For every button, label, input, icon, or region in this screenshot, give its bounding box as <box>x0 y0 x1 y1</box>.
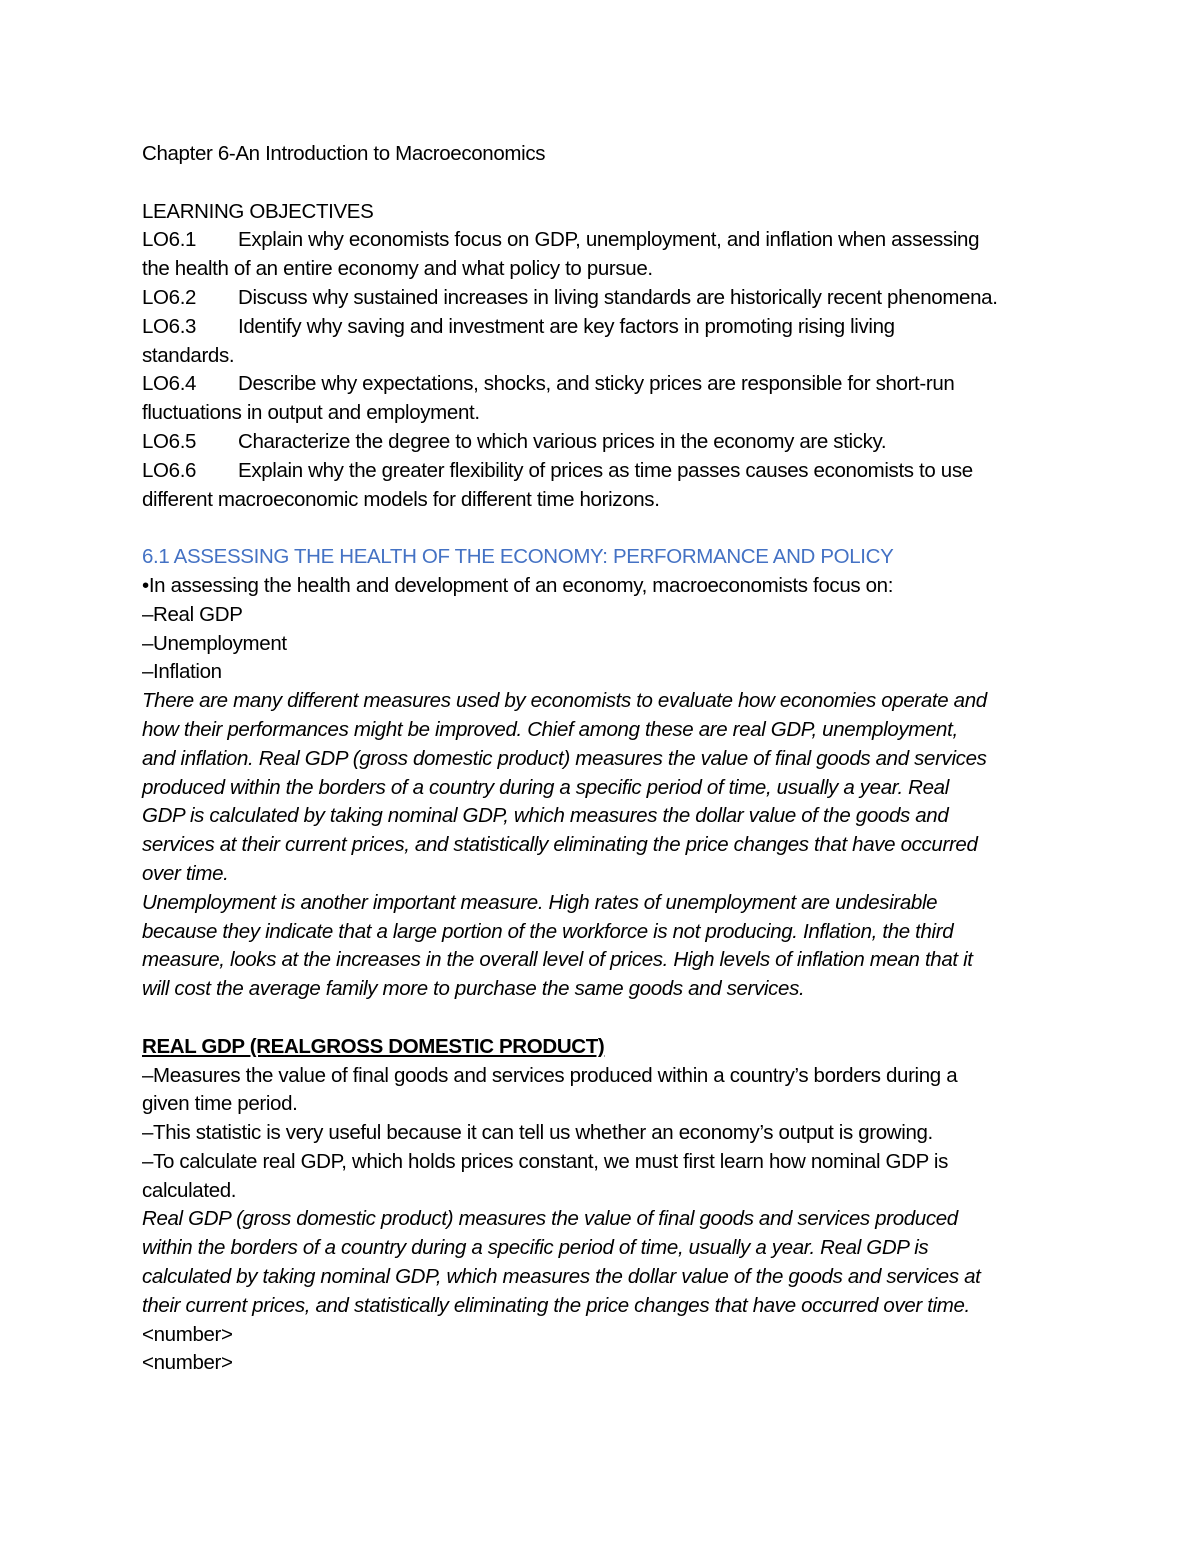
objective-code: LO6.5 <box>142 429 197 453</box>
objective-text-continued: fluctuations in output and employment. <box>142 401 480 425</box>
paragraph-line: measure, looks at the increases in the overall level of prices. High levels of inflation mean that it <box>142 948 973 972</box>
paragraph-line: will cost the average family more to purchase the same goods and services. <box>142 977 805 1001</box>
objective-code: LO6.4 <box>142 372 197 396</box>
point-line: –This statistic is very useful because it can tell us whether an economy’s output is growing. <box>142 1121 933 1145</box>
objective-code: LO6.1 <box>142 228 197 252</box>
point-line: given time period. <box>142 1092 298 1116</box>
number-placeholder: <number> <box>142 1351 233 1375</box>
paragraph-real-gdp <box>142 1205 1072 1320</box>
section-intro: •In assessing the health and development of an economy, macroeconomists focus on: <box>142 573 894 597</box>
objective-text: Describe why expectations, shocks, and sticky prices are responsible for short-run <box>238 372 955 396</box>
point-line: calculated. <box>142 1178 237 1202</box>
chapter-title: Chapter 6-An Introduction to Macroeconomics <box>142 142 546 165</box>
document-page <box>142 140 1072 1378</box>
bullet-item: –Unemployment <box>142 631 287 655</box>
point-line: –To calculate real GDP, which holds prices constant, we must first learn how nominal GDP is <box>142 1149 948 1173</box>
objective-item <box>142 370 1072 428</box>
objective-item <box>142 284 1072 313</box>
paragraph-line: over time. <box>142 861 229 885</box>
paragraph-line: their current prices, and statistically eliminating the price changes that have occurred over time. <box>142 1293 970 1317</box>
paragraph-line: services at their current prices, and statistically eliminating the price changes that have occurred <box>142 833 978 857</box>
objective-text-continued: standards. <box>142 343 235 367</box>
paragraph-line: because they indicate that a large portion of the workforce is not producing. Inflation, the third <box>142 919 954 943</box>
objective-code: LO6.2 <box>142 285 197 309</box>
objective-item <box>142 428 1072 457</box>
paragraph-line: and inflation. Real GDP (gross domestic product) measures the value of final goods and services <box>142 746 987 770</box>
real-gdp-heading: REAL GDP (REALGROSS DOMESTIC PRODUCT) <box>142 1034 605 1058</box>
paragraph-unemployment <box>142 889 1072 1004</box>
paragraph-line: There are many different measures used by economists to evaluate how economies operate and <box>142 689 987 713</box>
real-gdp-points <box>142 1062 1072 1206</box>
point-line: –Measures the value of final goods and services produced within a country’s borders during a <box>142 1063 958 1087</box>
section-heading: 6.1 ASSESSING THE HEALTH OF THE ECONOMY: PERFORMANCE AND POLICY <box>142 545 894 569</box>
objective-text: Discuss why sustained increases in living standards are historically recent phenomena. <box>238 285 998 309</box>
paragraph-line: calculated by taking nominal GDP, which measures the dollar value of the goods and services at <box>142 1265 981 1289</box>
paragraph-line: GDP is calculated by taking nominal GDP, which measures the dollar value of the goods and <box>142 804 949 828</box>
spacer <box>142 514 1072 543</box>
objective-item <box>142 313 1072 371</box>
paragraph-line: produced within the borders of a country during a specific period of time, usually a year. Real <box>142 775 949 799</box>
objective-text: Explain why economists focus on GDP, unemployment, and inflation when assessing <box>238 228 980 252</box>
bullet-item: –Inflation <box>142 660 222 684</box>
objective-text: Identify why saving and investment are key factors in promoting rising living <box>238 314 895 338</box>
objective-item <box>142 457 1072 515</box>
objective-text-continued: different macroeconomic models for different time horizons. <box>142 487 660 511</box>
objective-code: LO6.6 <box>142 458 197 482</box>
paragraph-line: within the borders of a country during a specific period of time, usually a year. Real GDP is <box>142 1236 929 1260</box>
objectives-list <box>142 226 1072 514</box>
objective-code: LO6.3 <box>142 314 197 338</box>
paragraph-line: Real GDP (gross domestic product) measures the value of final goods and services produced <box>142 1207 958 1231</box>
paragraph-line: Unemployment is another important measure. High rates of unemployment are undesirable <box>142 890 938 914</box>
objectives-heading: LEARNING OBJECTIVES <box>142 199 374 223</box>
paragraph-line: how their performances might be improved. Chief among these are real GDP, unemployment, <box>142 717 958 741</box>
bullet-item: –Real GDP <box>142 602 243 626</box>
objective-text: Explain why the greater flexibility of prices as time passes causes economists to use <box>238 458 973 482</box>
objective-text-continued: the health of an entire economy and what policy to pursue. <box>142 257 653 281</box>
number-placeholder: <number> <box>142 1322 233 1346</box>
spacer <box>142 169 1072 198</box>
objective-text: Characterize the degree to which various prices in the economy are sticky. <box>238 429 887 453</box>
spacer <box>142 1004 1072 1033</box>
paragraph-measures <box>142 687 1072 889</box>
objective-item <box>142 226 1072 284</box>
